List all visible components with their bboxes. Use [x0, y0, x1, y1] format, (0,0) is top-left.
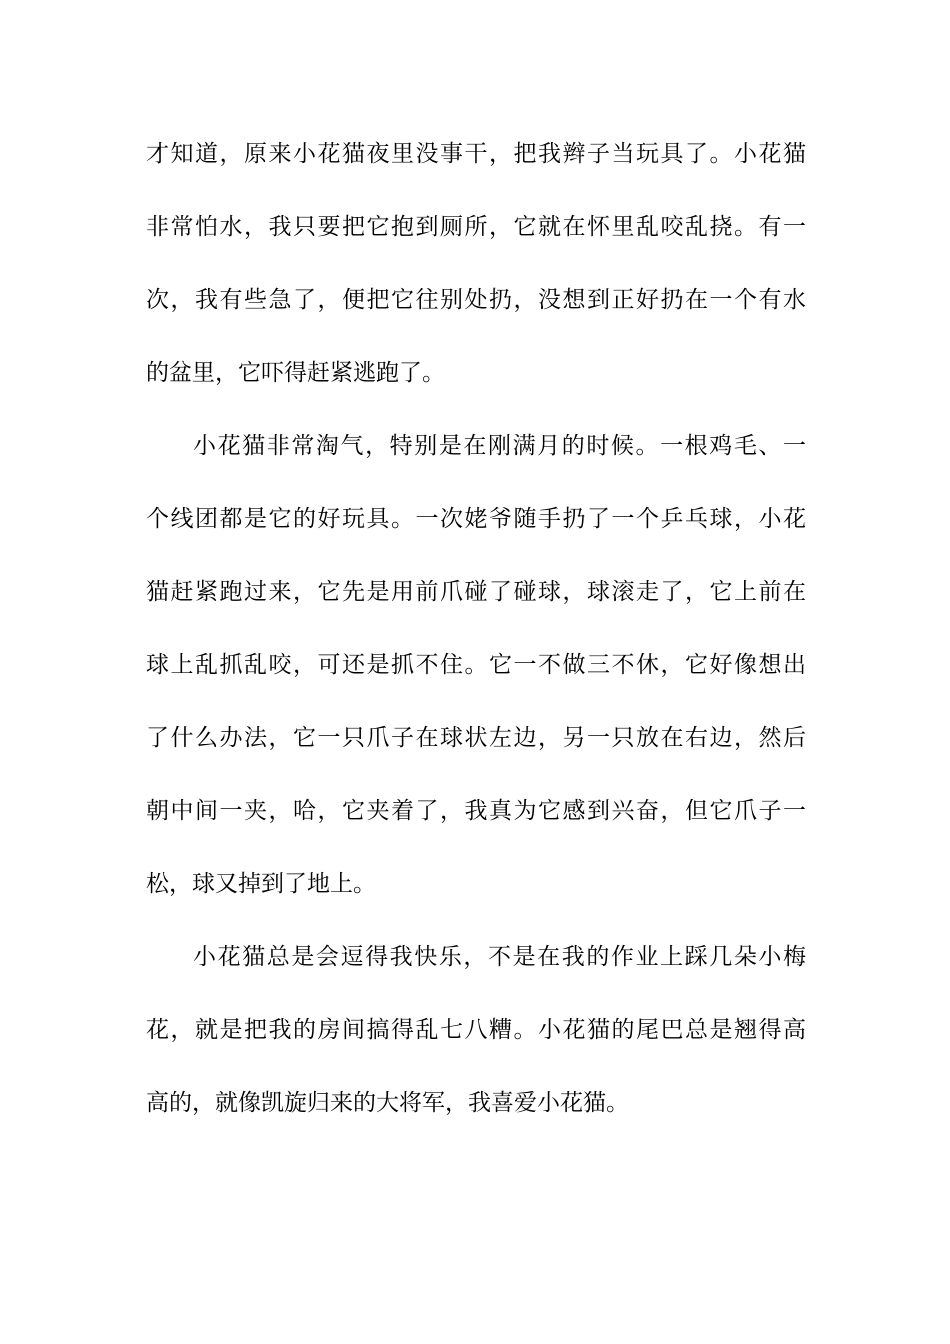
text-line: 小花猫非常淘气，特别是在刚满月的时候。一根鸡毛、一: [193, 433, 806, 459]
paragraph-1: [146, 118, 806, 410]
text-line: 非常怕水，我只要把它抱到厕所，它就在怀里乱咬乱挠。有一: [146, 214, 806, 240]
text-line: 的盆里，它吓得赶紧逃跑了。: [146, 360, 445, 386]
text-line: 花，就是把我的房间搞得乱七八糟。小花猫的尾巴总是翘得高: [146, 1017, 806, 1043]
text-line: 高的，就像凯旋归来的大将军，我喜爱小花猫。: [146, 1090, 629, 1116]
paragraph-3: [146, 921, 806, 1140]
text-line: 了什么办法，它一只爪子在球状左边，另一只放在右边，然后: [146, 725, 806, 751]
text-line: 松，球又掉到了地上。: [146, 871, 376, 897]
text-line: 次，我有些急了，便把它往别处扔，没想到正好扔在一个有水: [146, 287, 806, 313]
text-line: 才知道，原来小花猫夜里没事干，把我辫子当玩具了。小花猫: [146, 141, 806, 167]
text-line: 个线团都是它的好玩具。一次姥爷随手扔了一个乒乓球，小花: [146, 506, 806, 532]
text-line: 小花猫总是会逗得我快乐，不是在我的作业上踩几朵小梅: [193, 944, 806, 970]
text-line: 球上乱抓乱咬，可还是抓不住。它一不做三不休，它好像想出: [146, 652, 806, 678]
text-line: 猫赶紧跑过来，它先是用前爪碰了碰球，球滚走了，它上前在: [146, 579, 806, 605]
paragraph-2: [146, 410, 806, 921]
essay-text: [146, 118, 806, 1140]
text-line: 朝中间一夹，哈，它夹着了，我真为它感到兴奋，但它爪子一: [146, 798, 806, 824]
